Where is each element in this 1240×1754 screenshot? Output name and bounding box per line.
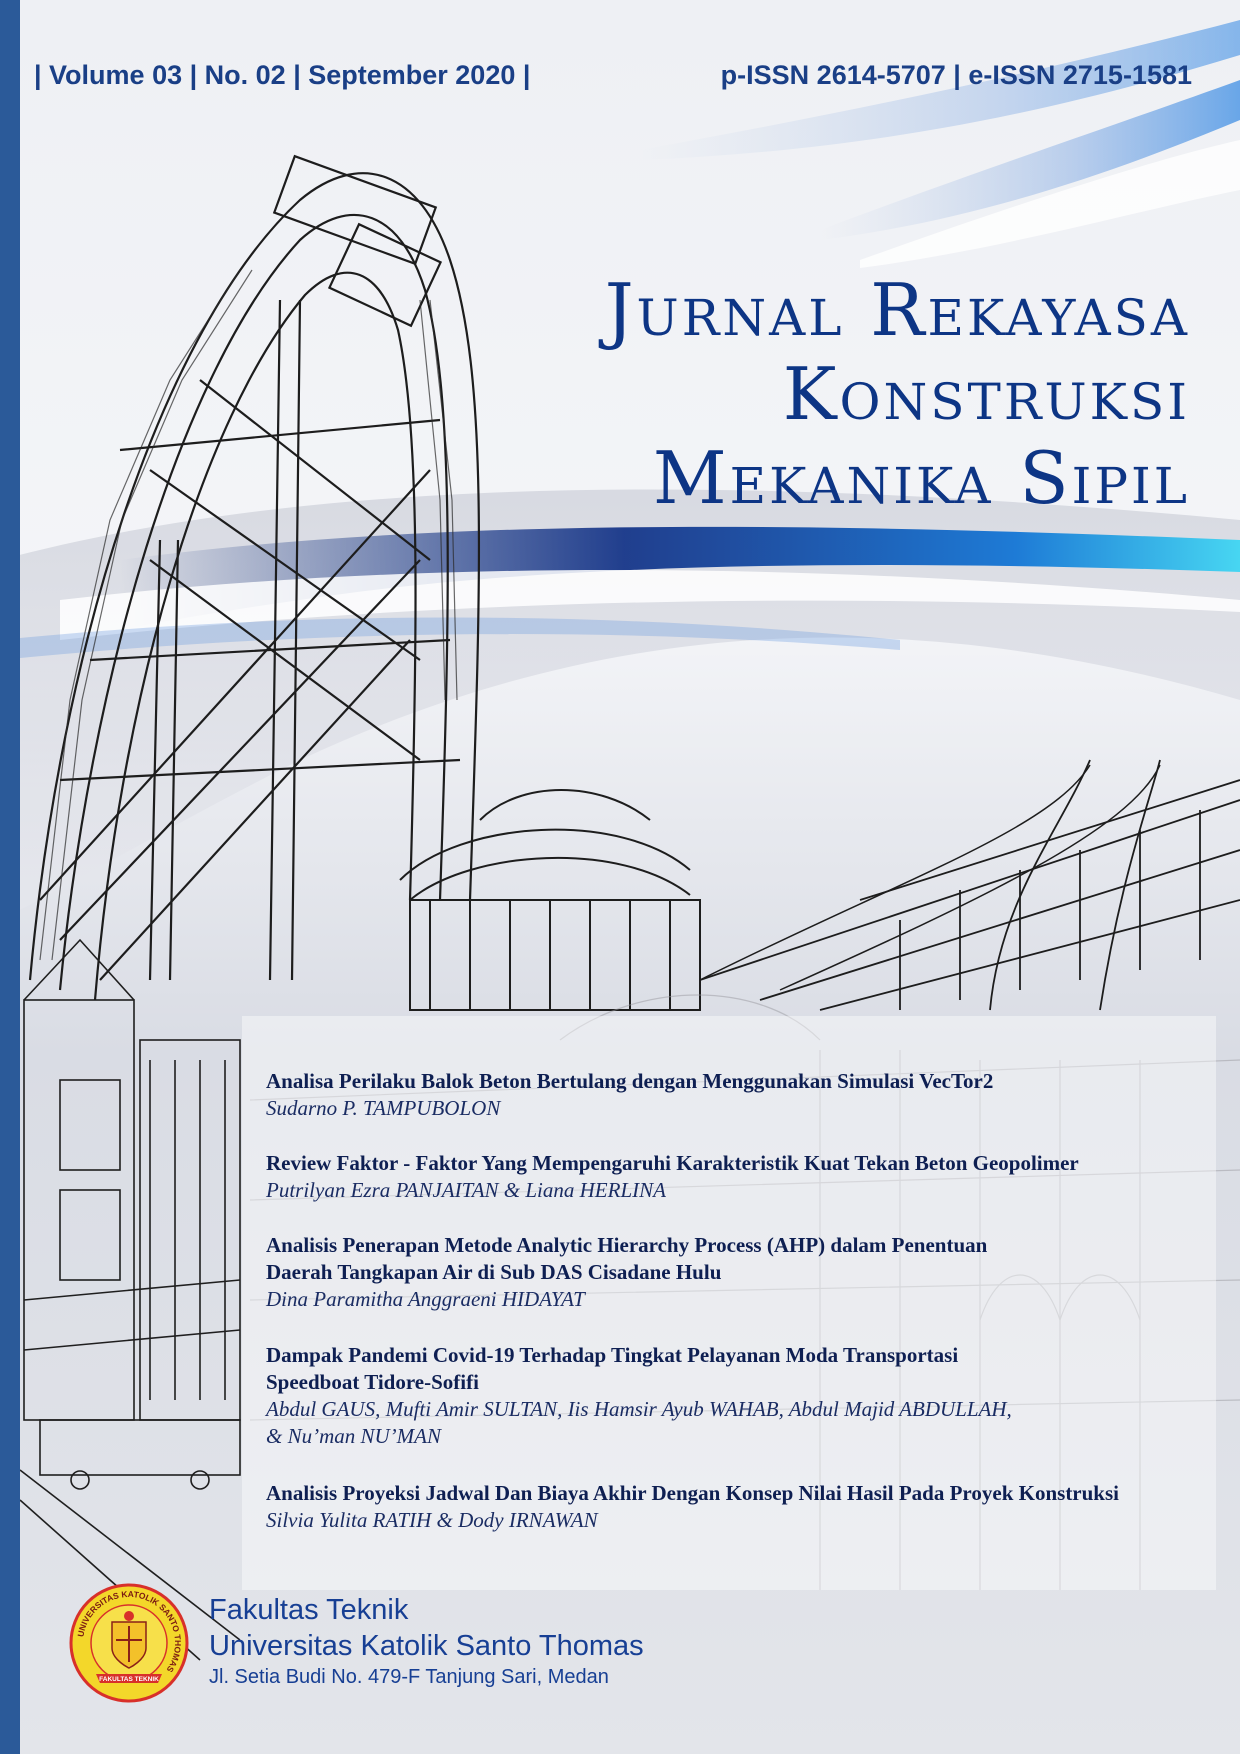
article-authors: Dina Paramitha Anggraeni HIDAYAT: [266, 1287, 585, 1311]
article-authors: Silvia Yulita RATIH & Dody IRNAWAN: [266, 1508, 598, 1532]
article-title: Analisis Penerapan Metode Analytic Hierarchy Process (AHP) dalam Penentuan: [266, 1233, 988, 1257]
publisher-faculty: Fakultas Teknik: [209, 1594, 409, 1626]
article-authors: Putrilyan Ezra PANJAITAN & Liana HERLINA: [266, 1178, 666, 1202]
article-title: Speedboat Tidore-Sofifi: [266, 1370, 479, 1394]
article-entry: [266, 1480, 1119, 1534]
article-title: Daerah Tangkapan Air di Sub DAS Cisadane Hulu: [266, 1260, 722, 1284]
article-authors: Sudarno P. TAMPUBOLON: [266, 1096, 501, 1120]
table-of-contents: [242, 1016, 1216, 1590]
article-title: Analisa Perilaku Balok Beton Bertulang dengan Menggunakan Simulasi VecTor2: [266, 1069, 994, 1093]
article-title: Review Faktor - Faktor Yang Mempengaruhi Karakteristik Kuat Tekan Beton Geopolimer: [266, 1151, 1079, 1175]
article-entry: [266, 1232, 987, 1313]
article-authors: Abdul GAUS, Mufti Amir SULTAN, Iis Hamsir Ayub WAHAB, Abdul Majid ABDULLAH,: [266, 1397, 1012, 1421]
article-title: Dampak Pandemi Covid-19 Terhadap Tingkat Pelayanan Moda Transportasi: [266, 1343, 959, 1367]
journal-title-line-3: Mekanika Sipil: [652, 436, 1190, 520]
publisher-info: [209, 1592, 644, 1690]
article-entry: [266, 1342, 1012, 1450]
article-entry: [266, 1068, 993, 1122]
article-entry: [266, 1150, 1079, 1204]
issue-info: | Volume 03 | No. 02 | September 2020 |: [34, 60, 531, 90]
publisher-address: Jl. Setia Budi No. 479-F Tanjung Sari, Medan: [209, 1666, 609, 1688]
article-title: Analisis Proyeksi Jadwal Dan Biaya Akhir Dengan Konsep Nilai Hasil Pada Proyek Konstruksi: [266, 1481, 1119, 1505]
journal-title-line-2: Konstruksi: [782, 352, 1190, 436]
publisher-university: Universitas Katolik Santo Thomas: [209, 1630, 644, 1662]
journal-title-line-1: Jurnal Rekayasa: [604, 268, 1190, 352]
seal-ring-text: UNIVERSITAS KATOLIK SANTO THOMAS: [75, 1588, 184, 1675]
cover-spine-bar: [0, 0, 20, 1754]
article-authors: & Nu’man NU’MAN: [266, 1424, 441, 1448]
issn-info: p-ISSN 2614-5707 | e-ISSN 2715-1581: [720, 60, 1192, 90]
seal-banner-text: FAKULTAS TEKNIK: [99, 1676, 159, 1683]
university-seal-logo: [68, 1582, 190, 1704]
journal-title: [605, 268, 1190, 520]
